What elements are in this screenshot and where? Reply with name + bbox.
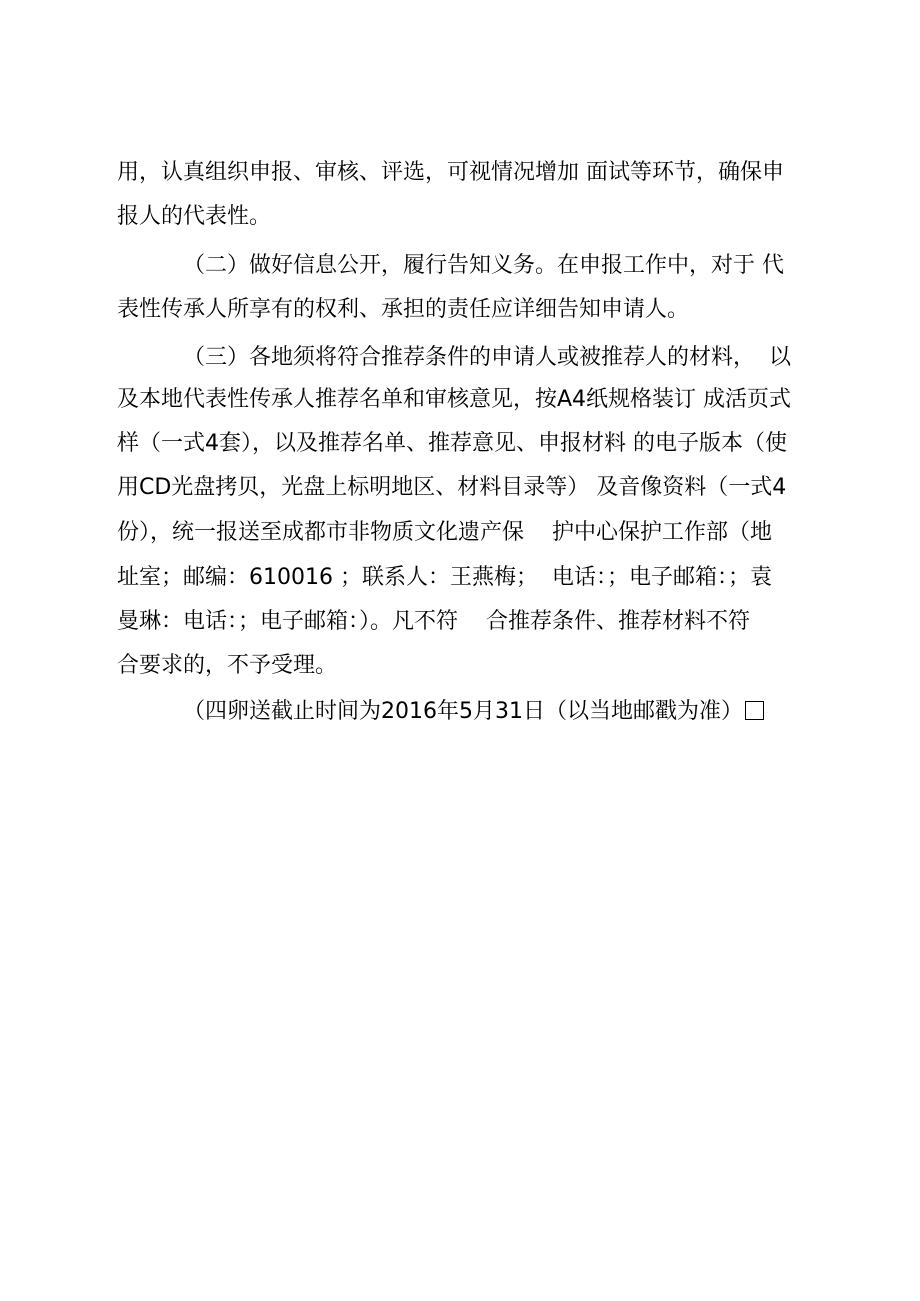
text-line-10: 址室；邮编：610016 ；联系人：王燕梅； 电话：；电子邮箱：；袁 <box>117 565 772 590</box>
text-line-9: 份），统一报送至成都市非物质文化遗产保 护中心保护工作部（地 <box>117 520 772 545</box>
text-line-8: 用CD光盘拷贝，光盘上标明地区、材料目录等） 及音像资料（一式4 <box>117 475 787 500</box>
placeholder-box-icon <box>745 701 764 720</box>
text-line-11: 曼琳：电话：；电子邮箱：）。凡不符 合推荐条件、推荐材料不符 <box>117 609 750 634</box>
text-line-3: （二）做好信息公开，履行告知义务。在申报工作中，对于 代 <box>183 253 784 278</box>
text-line-4: 表性传承人所享有的权利、承担的责任应详细告知申请人。 <box>117 297 690 322</box>
text-line-2: 报人的代表性。 <box>117 204 272 229</box>
text-line-7: 样（一式4套），以及推荐名单、推荐意见、申报材料 的电子版本（使 <box>117 431 787 456</box>
text-line-1: 用，认真组织申报、审核、评选，可视情况增加 面试等环节，确保申 <box>117 160 784 185</box>
text-line-12: 合要求的，不予受理。 <box>117 653 338 678</box>
deadline-text: （四卵送截止时间为2016年5月31日（以当地邮戳为准） <box>183 699 743 724</box>
text-line-13 <box>183 697 764 727</box>
text-line-5: （三）各地须将符合推荐条件的申请人或被推荐人的材料， 以 <box>183 345 791 370</box>
text-line-6: 及本地代表性传承人推荐名单和审核意见，按A4纸规格装订 成活页式 <box>117 387 792 412</box>
